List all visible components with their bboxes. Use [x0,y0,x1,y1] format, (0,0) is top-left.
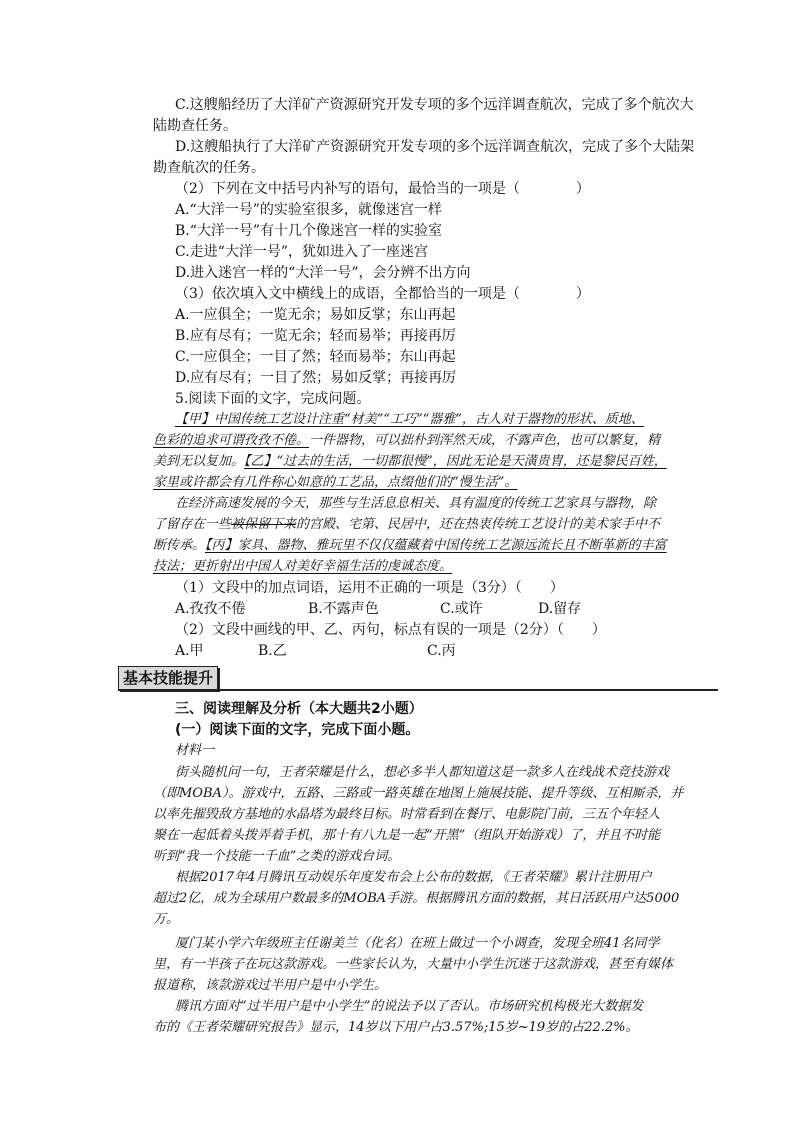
q2-option-a: A.“大洋一号”的实验室很多，就像迷宫一样 [175,202,442,218]
q5-sub2-option-b: B.乙 [258,643,287,659]
q5-passage-line7 [153,537,667,555]
q2-option-c: C.走进“大洋一号”，犹如进入了一座迷宫 [175,244,428,260]
sentence-jia-end: 色彩的追求可谓孜孜不倦。 [153,433,310,448]
q5-passage-line4: 家里或许都会有几件称心如意的工艺品，点缀他们的“慢生活”。 [153,475,518,490]
part3-subheading: (一）阅读下面的文字，完成下面小题。 [175,722,420,738]
q3-option-b: B.应有尽有；一览无余；轻而易举；再接再厉 [175,328,456,344]
q5-sub1-option-a: A.孜孜不倦 [175,601,246,617]
q5-sub1-option-d: D.留存 [538,601,582,617]
passage-text: 美到无以复加。 [153,454,245,469]
part3-heading: 三、阅读理解及分析（本大题共2小题） [175,701,423,717]
q5-sub2-option-c: C.丙 [427,643,456,659]
q5-passage-line3 [153,453,667,471]
q2-option-d: D.进入迷宫一样的“大洋一号”，会分辨不出方向 [175,265,471,281]
q5-passage-line8: 技法；更折射出中国人对美好幸福生活的虔诚态度。 [153,559,453,574]
q1-option-c-line2: 陆勘查任务。 [153,118,237,134]
q3-stem: （3）依次填入文中横线上的成语，全都恰当的一项是（ ） [175,286,590,302]
para3-line3: 报道称，该款游戏过半用户是中小学生。 [153,978,388,993]
q2-stem: （2）下列在文中括号内补写的语句，最恰当的一项是（ ） [175,181,590,197]
passage-text: 一件器物，可以拙朴到浑然天成，不露声色，也可以繁复，精 [309,433,661,448]
passage-text: 的宫殿、宅第、民居中，还在热衷传统工艺设计的美术家手中不 [296,517,661,532]
q1-option-c-line1: C.这艘船经历了大洋矿产资源研究开发专项的多个远洋调查航次，完成了多个航次大 [175,97,694,113]
q5-sub2-option-a: A.甲 [175,643,204,659]
q3-option-d: D.应有尽有；一目了然；易如反掌；再接再厉 [175,370,457,386]
para1-line2: （即MOBA）。游戏中，五路、三路或一路英雄在地图上施展技能、提升等级、互相厮杀，并 [153,786,684,801]
q1-option-d-line2: 勘查航次的任务。 [153,160,265,176]
para1-line3: 以率先摧毁敌方基地的水晶塔为最终目标。时常看到在餐厅、电影院门前，三五个年轻人 [153,807,661,822]
q5-sub1-option-c: C.或许 [440,601,483,617]
struck-phrase: 被保留下来 [231,517,297,532]
sentence-yi-start: 【乙】“过去的生活，一切都很慢”，因此无论是天潢贵胄，还是黎民百姓， [244,454,667,469]
para3-line2: 里，有一半孩子在玩这款游戏。一些家长认为，大量中小学生沉迷于这款游戏，甚至有媒体 [153,957,674,972]
q3-option-c: C.一应俱全；一目了然；轻而易举；东山再起 [175,349,456,365]
q5-passage-line2 [153,432,660,450]
q5-sub2-stem: （2）文段中画线的甲、乙、丙句，标点有误的一项是（2分）（ ） [175,622,606,638]
para1-line1: 街头随机问一句，王者荣耀是什么，想必多半人都知道这是一款多人在线战术竞技游戏 [175,765,670,780]
passage-text: 了留存在一些 [153,517,232,532]
q5-title: 5.阅读下面的文字，完成问题。 [175,391,371,407]
q1-option-d-line1: D.这艘船执行了大洋矿产资源研究开发专项的多个远洋调查航次，完成了多个大陆架 [175,139,695,155]
material-label: 材料一 [175,743,215,758]
para2-line3: 万。 [153,912,180,927]
q3-option-a: A.一应俱全；一览无余；易如反掌；东山再起 [175,307,456,323]
para1-line4: 聚在一起低着头拨弄着手机，那十有八九是一起“开黑”（组队开始游戏）了，并且不时能 [153,828,661,843]
section-tag: 基本技能提升 [118,666,218,690]
passage-text: 断传承。 [153,538,206,553]
q5-passage-line5: 在经济高速发展的今天，那些与生活息息相关、具有温度的传统工艺家具与器物，除 [175,496,657,511]
para2-line1: 根据2017年4月腾讯互动娱乐年度发布会上公布的数据，《王者荣耀》累计注册用户 [175,870,652,885]
q5-sub1-option-b: B.不露声色 [308,601,379,617]
para4-line2: 布的《王者荣耀研究报告》显示，14岁以下用户占3.57%;15岁~19岁的占22.2%。 [153,1020,639,1035]
q2-option-b: B.“大洋一号”有十几个像迷宫一样的实验室 [175,223,443,239]
sentence-bing-start: 【丙】家具、器物、雅玩里不仅仅蕴藏着中国传统工艺源远流长且不断革新的丰富 [205,538,667,553]
q5-passage-line1: 【甲】中国传统工艺设计注重“材美”“工巧”“器雅”，古人对于器物的形状、质地、 [175,412,644,427]
q5-sub1-stem: （1）文段中的加点词语，运用不正确的一项是（3分）（ ） [175,580,564,596]
q5-passage-line6 [153,516,660,534]
para1-line5: 听到“我一个技能一千血”之类的游戏台词。 [153,849,401,864]
para2-line2: 超过2亿，成为全球用户数最多的MOBA手游。根据腾讯方面的数据，其日活跃用户达5000 [153,891,680,906]
para4-line1: 腾讯方面对“过半用户是中小学生”的说法予以了否认。市场研究机构极光大数据发 [175,999,644,1014]
section-divider [118,689,718,691]
para3-line1: 厦门某小学六年级班主任谢美兰（化名）在班上做过一个小调查，发现全班41名同学 [175,936,660,951]
